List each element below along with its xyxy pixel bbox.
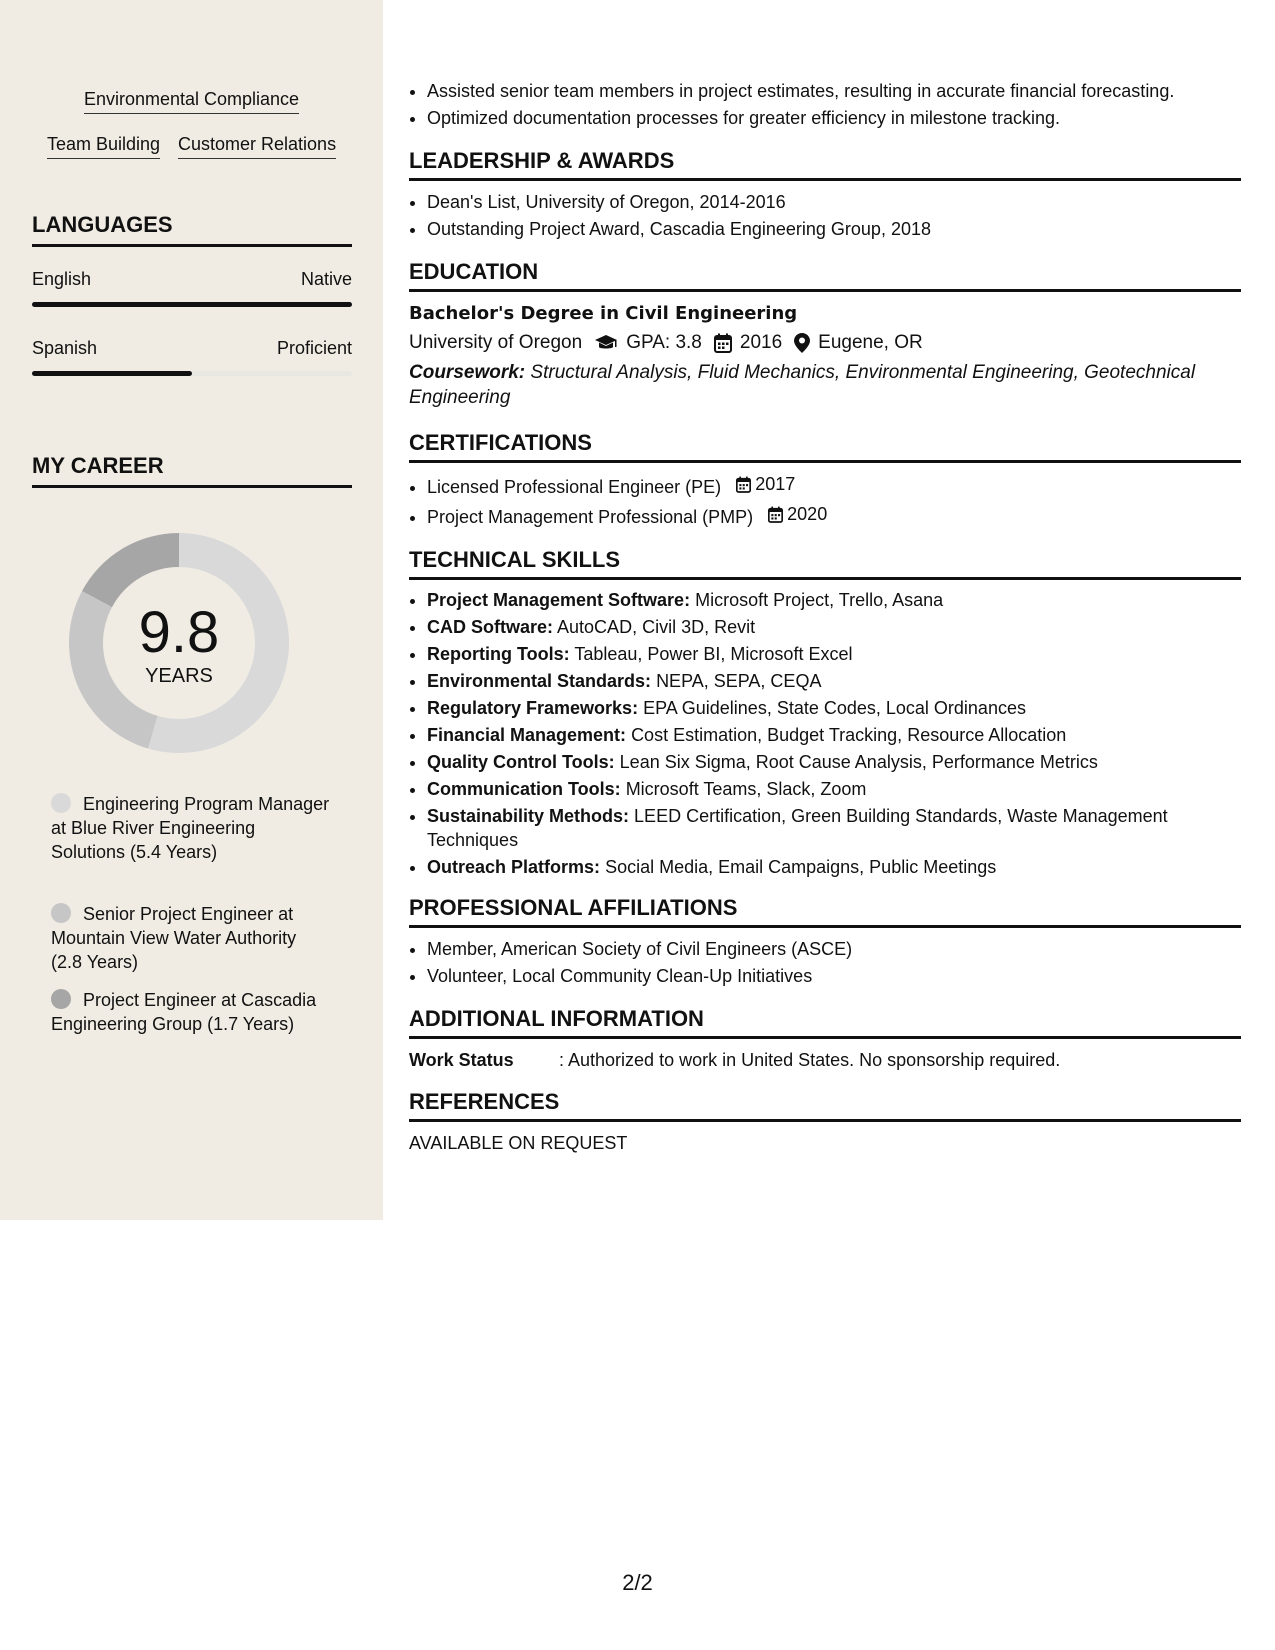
technical-skill-item: [427, 750, 1241, 774]
skill-tag: Environmental Compliance: [84, 88, 299, 114]
technical-skill-item: [427, 615, 1241, 639]
certification-item: [427, 471, 1241, 501]
technical-skill-item: [427, 642, 1241, 666]
technical-skills-title: TECHNICAL SKILLS: [409, 547, 1241, 580]
work-status-value: : Authorized to work in United States. No sponsorship required.: [559, 1050, 1061, 1070]
work-status-label: Work Status: [409, 1050, 514, 1070]
education-details: [409, 328, 1241, 358]
coursework-label: Coursework:: [409, 362, 526, 383]
donut-segment: [82, 533, 179, 607]
career-legend-item: [51, 792, 331, 864]
language-bar-fill: [32, 371, 192, 376]
legend-dot-icon: [51, 903, 71, 923]
language-bar-fill: [32, 302, 352, 307]
career-years-unit: YEARS: [145, 665, 213, 687]
technical-skill-label: Project Management Software:: [427, 590, 691, 610]
certifications-list: [409, 471, 1241, 531]
technical-skill-value: Microsoft Project, Trello, Asana: [695, 590, 944, 610]
language-bar: [32, 371, 352, 376]
school-location: Eugene, OR: [818, 332, 923, 353]
graduation-cap-icon: [594, 334, 618, 352]
career-legend-label: Senior Project Engineer at Mountain View Water Authority (2.8 Years): [51, 904, 297, 972]
certification-year: 2020: [787, 504, 828, 524]
technical-skill-value: Microsoft Teams, Slack, Zoom: [625, 779, 867, 799]
legend-dot-icon: [51, 989, 71, 1009]
technical-skill-value: Lean Six Sigma, Root Cause Analysis, Performance Metrics: [619, 752, 1098, 772]
technical-skill-item: [427, 855, 1241, 879]
language-level: Native: [300, 269, 352, 289]
technical-skill-item: [427, 804, 1241, 852]
career-legend-item: [51, 902, 331, 974]
technical-skill-item: [427, 588, 1241, 612]
coursework: [409, 360, 1241, 410]
degree-name: Bachelor's Degree in Civil Engineering: [409, 303, 798, 324]
career-title: MY CAREER: [32, 453, 352, 488]
certification-item: [427, 501, 1241, 531]
leadership-item: • Dean's List, University of Oregon, 2014-2016: [427, 189, 1241, 216]
language-name: Spanish: [32, 338, 98, 358]
coursework-list: Structural Analysis, Fluid Mechanics, Environmental Engineering, Geotechnical Engineering: [409, 362, 1196, 408]
skill-tag: Customer Relations: [178, 133, 336, 159]
technical-skill-label: Reporting Tools:: [427, 644, 570, 664]
language-english: [32, 268, 352, 307]
gpa: GPA: 3.8: [626, 332, 702, 353]
affiliations-list: [409, 936, 1241, 990]
main-content: [409, 78, 1241, 1156]
technical-skill-item: [427, 723, 1241, 747]
technical-skills-list: [409, 588, 1241, 879]
technical-skill-label: Financial Management:: [427, 725, 627, 745]
certification-year: 2017: [755, 474, 796, 494]
skills-row: [0, 88, 383, 114]
references-text: AVAILABLE ON REQUEST: [409, 1133, 628, 1153]
experience-bullet: • Optimized documentation processes for greater efficiency in milestone tracking.: [427, 105, 1241, 132]
language-level: Proficient: [276, 338, 352, 358]
page-number: 2/2: [622, 1570, 653, 1595]
technical-skill-item: [427, 696, 1241, 720]
technical-skill-value: Tableau, Power BI, Microsoft Excel: [574, 644, 853, 664]
graduation-year: 2016: [739, 332, 783, 353]
technical-skill-label: Communication Tools:: [427, 779, 621, 799]
technical-skill-label: CAD Software:: [427, 617, 554, 637]
affiliation-item: • Volunteer, Local Community Clean-Up Initiatives: [427, 963, 1241, 990]
career-total-years: 9.8: [138, 600, 220, 665]
skill-tag: Team Building: [47, 133, 160, 159]
technical-skill-item: [427, 777, 1241, 801]
career-donut-center: [66, 602, 292, 688]
career-legend-label: Engineering Program Manager at Blue River Engineering Solutions (5.4 Years): [51, 794, 330, 862]
certifications-title: CERTIFICATIONS: [409, 430, 1241, 463]
legend-dot-icon: [51, 793, 71, 813]
career-legend-item: [51, 988, 331, 1036]
language-name: English: [32, 269, 92, 289]
affiliations-title: PROFESSIONAL AFFILIATIONS: [409, 895, 1241, 928]
career-legend-label: Project Engineer at Cascadia Engineering Group (1.7 Years): [51, 990, 317, 1034]
certification-name: Project Management Professional (PMP): [427, 507, 754, 527]
technical-skill-value: NEPA, SEPA, CEQA: [656, 671, 822, 691]
leadership-title: LEADERSHIP & AWARDS: [409, 148, 1241, 181]
technical-skill-label: Outreach Platforms:: [427, 857, 601, 877]
languages-title: LANGUAGES: [32, 212, 352, 247]
technical-skill-value: EPA Guidelines, State Codes, Local Ordinances: [643, 698, 1026, 718]
technical-skill-value: AutoCAD, Civil 3D, Revit: [557, 617, 756, 637]
school-name: University of Oregon: [409, 332, 583, 353]
technical-skill-label: Environmental Standards:: [427, 671, 652, 691]
language-bar: [32, 302, 352, 307]
technical-skill-value: Cost Estimation, Budget Tracking, Resource Allocation: [631, 725, 1067, 745]
technical-skill-label: Sustainability Methods:: [427, 806, 630, 826]
technical-skill-label: Regulatory Frameworks:: [427, 698, 639, 718]
leadership-item: • Outstanding Project Award, Cascadia Engineering Group, 2018: [427, 216, 1241, 243]
additional-info-title: ADDITIONAL INFORMATION: [409, 1006, 1241, 1039]
experience-bullets: [409, 78, 1241, 132]
skills-row: [0, 133, 383, 159]
language-spanish: [32, 337, 352, 376]
calendar-icon: [714, 333, 732, 353]
references-title: REFERENCES: [409, 1089, 1241, 1122]
education-title: EDUCATION: [409, 259, 1241, 292]
calendar-icon: [736, 476, 751, 493]
work-status-row: [409, 1047, 1241, 1073]
affiliation-item: • Member, American Society of Civil Engineers (ASCE): [427, 936, 1241, 963]
technical-skill-label: Quality Control Tools:: [427, 752, 615, 772]
sidebar: [0, 0, 383, 1220]
technical-skill-value: LEED Certification, Green Building Standards, Waste Management Techniques: [427, 806, 1168, 850]
certification-name: Licensed Professional Engineer (PE): [427, 477, 722, 497]
location-pin-icon: [794, 333, 810, 353]
technical-skill-value: Social Media, Email Campaigns, Public Meetings: [605, 857, 997, 877]
experience-bullet: • Assisted senior team members in project estimates, resulting in accurate financial forecasting.: [427, 78, 1241, 105]
technical-skill-item: [427, 669, 1241, 693]
leadership-list: [409, 189, 1241, 243]
calendar-icon: [768, 506, 783, 523]
